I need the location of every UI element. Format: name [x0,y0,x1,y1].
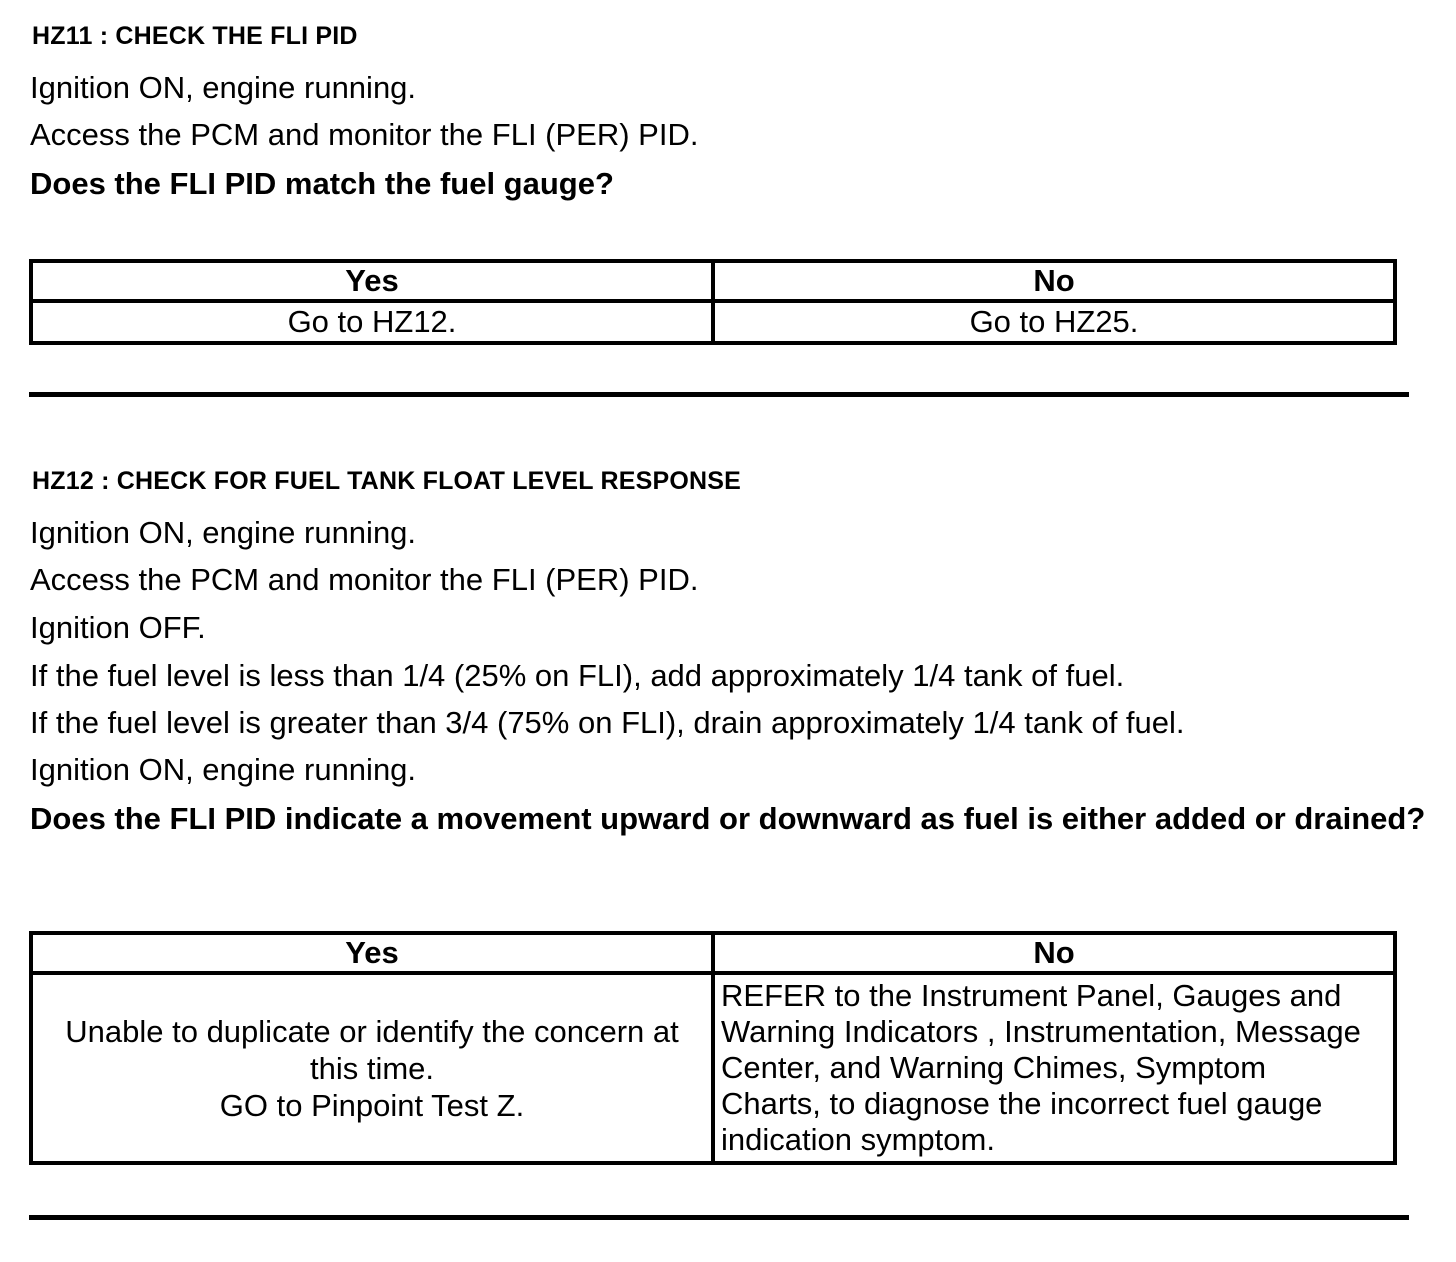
step-hz11-instruction-1: Ignition ON, engine running. [30,70,417,105]
step-hz12-instruction-6: Ignition ON, engine running. [30,752,417,787]
step-hz12-instruction-5: If the fuel level is greater than 3/4 (75% on FLI), drain approximately 1/4 tank of fuel. [30,705,1185,740]
step-hz12-instruction-3: Ignition OFF. [30,610,206,645]
no-action-line-5: indication symptom. [721,1122,995,1157]
no-action-line-2: Warning Indicators , Instrumentation, Message [721,1014,1361,1049]
yes-action-line-2: this time. [309,1050,435,1086]
step-hz12-result-table [29,931,1397,1165]
table-row [31,973,1395,1163]
yes-header: Yes [31,933,713,973]
no-header: No [713,261,1395,301]
table-header-row [31,261,1395,301]
yes-action-line-1: Unable to duplicate or identify the concern at [65,1013,679,1049]
yes-header: Yes [31,261,713,301]
no-action-line-1: REFER to the Instrument Panel, Gauges and [721,978,1342,1013]
table-row [31,301,1395,343]
no-header: No [713,933,1395,973]
step-hz12-instruction-1: Ignition ON, engine running. [30,515,417,550]
yes-action-line-3: GO to Pinpoint Test Z. [219,1087,525,1123]
no-action-text: Go to HZ25. [969,304,1139,339]
step-hz11-result-table [29,259,1397,345]
no-action-line-3: Center, and Warning Chimes, Symptom [721,1050,1267,1085]
step-hz12-instruction-2: Access the PCM and monitor the FLI (PER) PID. [30,562,699,597]
step-hz12-question: Does the FLI PID indicate a movement upward or downward as fuel is either added or drained? [30,801,1426,836]
section-divider [29,392,1409,397]
step-hz11-instruction-2: Access the PCM and monitor the FLI (PER) PID. [30,117,699,152]
table-header-row [31,933,1395,973]
step-hz11-question: Does the FLI PID match the fuel gauge? [30,166,614,201]
yes-action-text: Go to HZ12. [287,304,457,339]
yes-action-cell [31,973,713,1163]
yes-action-cell [31,301,713,343]
step-hz11-title: HZ11 : CHECK THE FLI PID [32,22,358,50]
step-hz12-title: HZ12 : CHECK FOR FUEL TANK FLOAT LEVEL RESPONSE [32,467,741,495]
no-action-line-4: Charts, to diagnose the incorrect fuel gauge [721,1086,1323,1121]
section-divider [29,1215,1409,1220]
no-action-cell [713,301,1395,343]
no-action-cell [713,973,1395,1163]
step-hz12-instruction-4: If the fuel level is less than 1/4 (25% on FLI), add approximately 1/4 tank of fuel. [30,658,1125,693]
